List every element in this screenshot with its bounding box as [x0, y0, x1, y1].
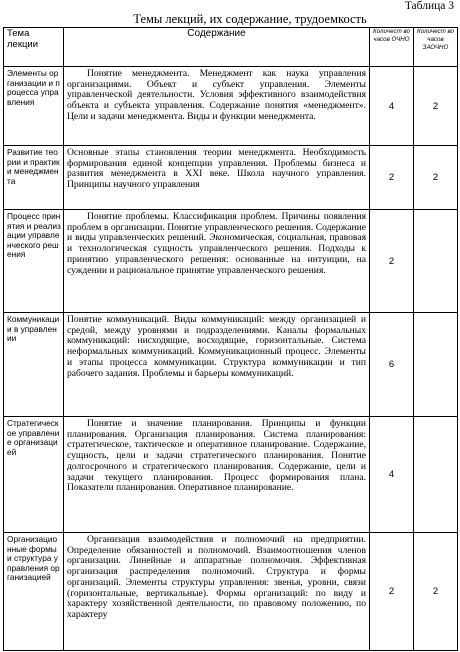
lecture-topic: Организационные формы и структура управления организацией [4, 533, 64, 651]
hours-full-time: 2 [370, 533, 414, 651]
hours-full-time: 2 [370, 210, 414, 313]
table-row [4, 313, 458, 417]
lecture-topic: Развитие теории и практики менеджмента [4, 146, 64, 210]
hours-part-time: 2 [414, 146, 458, 210]
lecture-topic: Коммуникации в управлении [4, 313, 64, 417]
lecture-content-text: Понятие и значение планирования. Принципы и функции планирования. Организация планирования. Система планирования: стратегическое, тактическое и оперативное планирование. Содержание, сущность, цели и задачи стратегического планирования. Понятие долгосрочного и стратегического планирования. Содержание, цели и задачи текущего планирования. Процесс формирования плана. Показатели планирования. Оперативное планирование. [67, 418, 366, 494]
hours-full-time: 4 [370, 67, 414, 146]
hours-part-time [414, 313, 458, 417]
lecture-topic: Стратегическое управление организацией [4, 417, 64, 533]
lecture-topic: Элементы организации и процесса управления [4, 67, 64, 146]
hours-full-time: 4 [370, 417, 414, 533]
header-topic: Тема лекции [4, 28, 64, 67]
table-row [4, 146, 458, 210]
table-row [4, 67, 458, 146]
lecture-content-text: Организация взаимодействия и полномочий на предприятии. Определение обязанностей и полномочий. Взаимоотношения членов организации. Линейные и аппаратные полномочия. Эффективная организация распределения полномочий. Структура и формы организаций. Элементы структуры управления: звенья, уровни, связи (горизонтальные, вертикальные). Формы организаций: по виду и характеру хозяйственной деятельности, по правовому положению, по характеру [67, 534, 366, 620]
hours-part-time [414, 417, 458, 533]
lecture-content-text: Основные этапы становления теории менеджмента. Необходимость формирования единой концепции управления. Проблемы бизнеса и развития менеджмента в XXI веке. Школа научного управления. Принципы научного управления [67, 147, 366, 191]
header-hours-part-time: Количест во часов ЗАОЧНО [414, 28, 458, 67]
lecture-content [64, 417, 370, 533]
hours-full-time: 6 [370, 313, 414, 417]
table-number-label: Таблица 3 [404, 0, 454, 12]
lecture-content [64, 67, 370, 146]
lecture-content [64, 210, 370, 313]
hours-part-time: 2 [414, 533, 458, 651]
header-content: Содержание [64, 28, 370, 67]
lecture-content-text: Понятие коммуникаций. Виды коммуникаций: между организацией и средой, между уровнями и подразделениями. Каналы формальных коммуникаций: нисходящие, восходящие, горизонтальные. Система неформальных коммуникаций. Коммуникационный процесс. Элементы и этапы процесса коммуникации. Структура коммуникации и тип рабочего задания. Проблемы и барьеры коммуникаций. [67, 314, 366, 379]
table-row [4, 533, 458, 651]
table-row [4, 210, 458, 313]
hours-full-time: 2 [370, 146, 414, 210]
table-title: Темы лекций, их содержание, трудоемкость [133, 12, 367, 26]
hours-part-time: 2 [414, 67, 458, 146]
table-header-row [4, 28, 458, 67]
lecture-content-text: Понятие менеджмента. Менеджмент как наука управления организациями. Объект и субъект управления. Элементы управленческой деятельности. Условия эффективного взаимодействия объекта и субъекта управления. Содержание понятия «менеджмент». Цели и задачи менеджмента. Виды и функции менеджмента. [67, 68, 366, 122]
lecture-content [64, 313, 370, 417]
header-hours-full-time: Количест во часов ОЧНО [370, 28, 414, 67]
lecture-content [64, 533, 370, 651]
table-row [4, 417, 458, 533]
lecture-content [64, 146, 370, 210]
lectures-table [3, 27, 458, 651]
lecture-topic: Процесс принятия и реализации управленческого решения [4, 210, 64, 313]
hours-part-time [414, 210, 458, 313]
lecture-content-text: Понятие проблемы. Классификация проблем. Причины появления проблем в организации. Понятие управленческого решения. Содержание и виды управленческих решений. Экономическая, социальная, правовая и технологическая сущность управленческого решения. Подходы к принятию управленческого решения: основанные на интуиции, на суждении и рациональное принятие управленческого решения. [67, 211, 366, 276]
